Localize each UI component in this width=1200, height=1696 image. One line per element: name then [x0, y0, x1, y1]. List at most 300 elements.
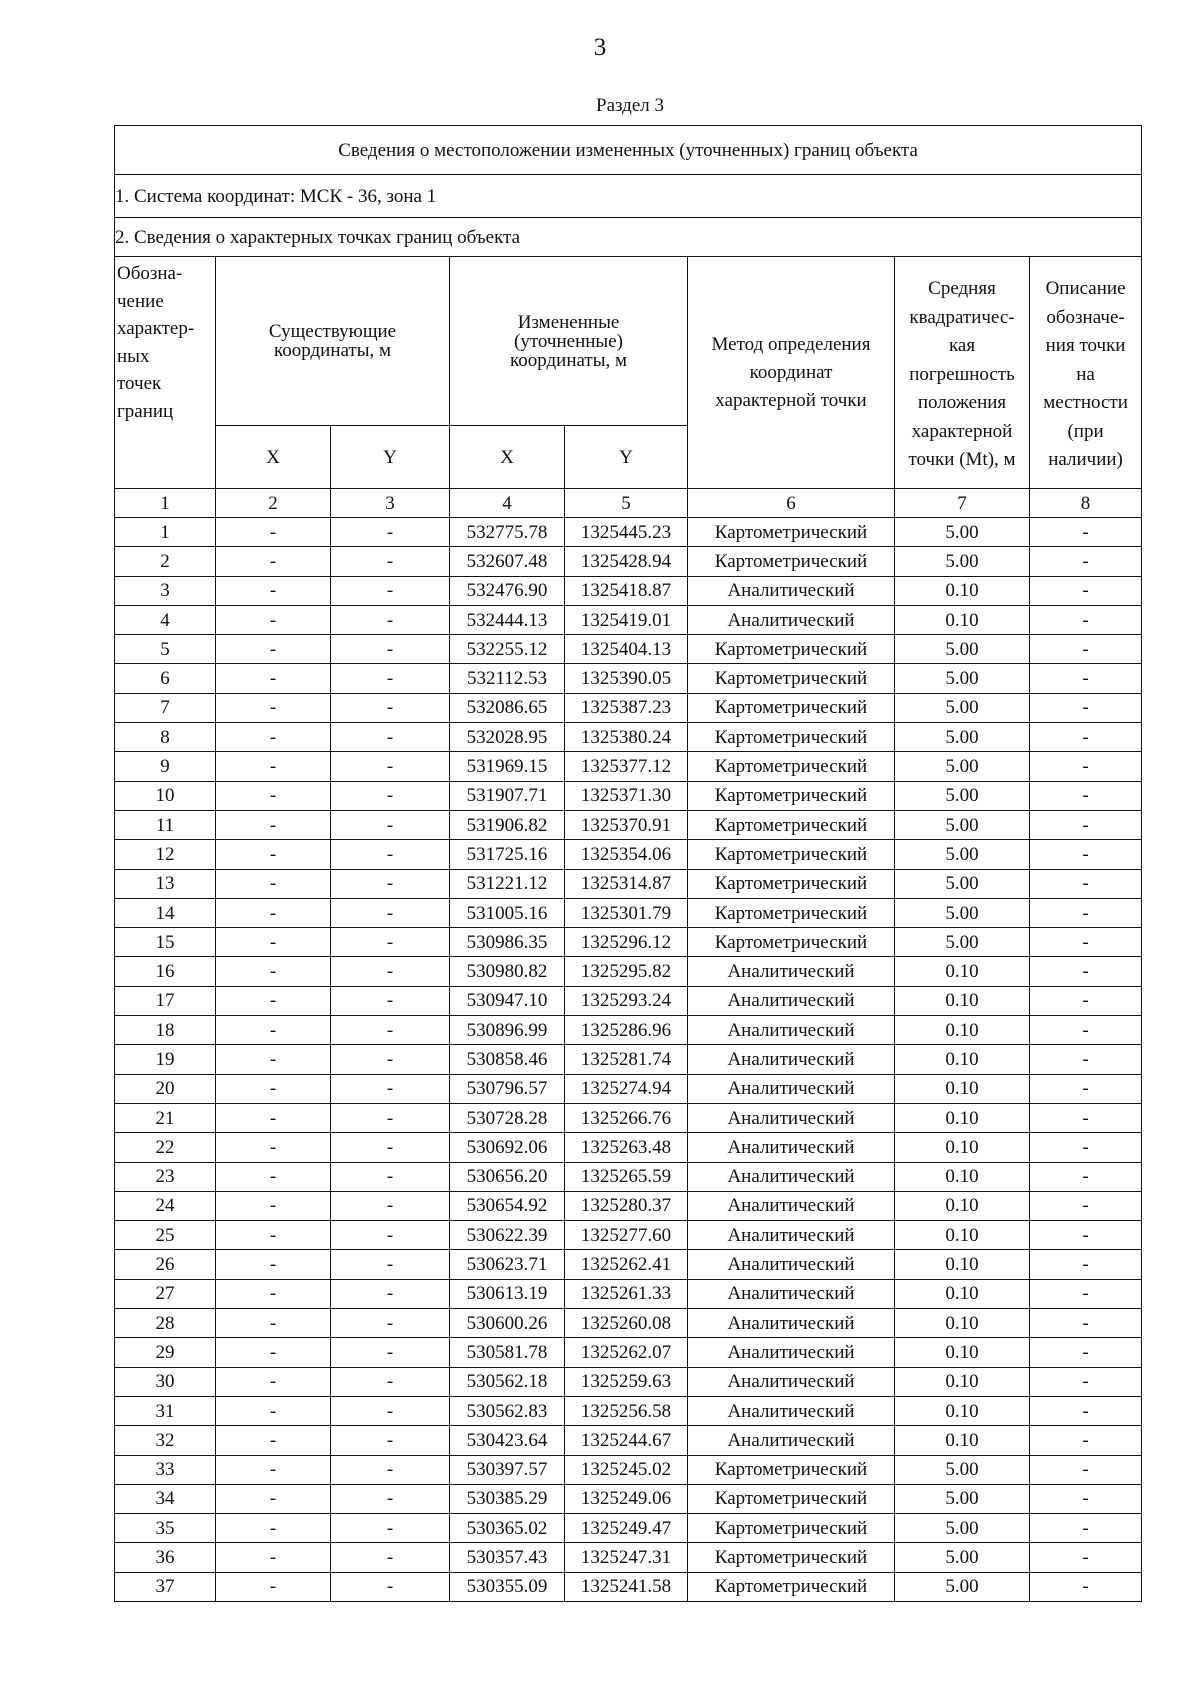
cell-method: Картометрический	[688, 693, 895, 722]
table-row	[115, 693, 1142, 722]
cell-point-number: 34	[115, 1484, 216, 1513]
header-line: границ	[117, 400, 174, 422]
cell-existing-x: -	[216, 1045, 331, 1074]
cell-description: -	[1030, 1250, 1142, 1279]
cell-mean-error: 0.10	[895, 605, 1030, 634]
table-row	[115, 1074, 1142, 1103]
cell-point-number: 4	[115, 605, 216, 634]
table-row	[115, 1309, 1142, 1338]
cell-changed-y: 1325377.12	[565, 752, 688, 781]
header-line: характерной	[911, 420, 1013, 442]
table-row	[115, 1426, 1142, 1455]
cell-description: -	[1030, 635, 1142, 664]
cell-point-number: 36	[115, 1543, 216, 1572]
cell-existing-x: -	[216, 1514, 331, 1543]
cell-mean-error: 5.00	[895, 635, 1030, 664]
cell-description: -	[1030, 1045, 1142, 1074]
header-changed-y: Y	[565, 426, 688, 489]
cell-existing-x: -	[216, 869, 331, 898]
cell-mean-error: 5.00	[895, 1514, 1030, 1543]
cell-point-number: 24	[115, 1191, 216, 1220]
cell-description: -	[1030, 1455, 1142, 1484]
cell-mean-error: 5.00	[895, 840, 1030, 869]
cell-method: Аналитический	[688, 1426, 895, 1455]
table-row	[115, 576, 1142, 605]
cell-method: Картометрический	[688, 518, 895, 547]
cell-changed-y: 1325256.58	[565, 1396, 688, 1425]
cell-changed-y: 1325286.96	[565, 1016, 688, 1045]
cell-existing-x: -	[216, 898, 331, 927]
cell-changed-x: 532028.95	[450, 723, 565, 752]
header-line: (при	[1067, 420, 1104, 442]
cell-changed-y: 1325247.31	[565, 1543, 688, 1572]
cell-description: -	[1030, 1338, 1142, 1367]
cell-mean-error: 5.00	[895, 1455, 1030, 1484]
cell-changed-x: 530581.78	[450, 1338, 565, 1367]
cell-changed-y: 1325249.06	[565, 1484, 688, 1513]
cell-changed-y: 1325418.87	[565, 576, 688, 605]
header-line: характерной точки	[715, 389, 867, 411]
header-method	[688, 257, 895, 489]
cell-method: Аналитический	[688, 1133, 895, 1162]
column-number: 5	[565, 489, 688, 518]
cell-changed-x: 532775.78	[450, 518, 565, 547]
cell-mean-error: 5.00	[895, 869, 1030, 898]
cell-method: Картометрический	[688, 1455, 895, 1484]
cell-existing-y: -	[331, 840, 450, 869]
cell-mean-error: 0.10	[895, 1016, 1030, 1045]
cell-changed-x: 530423.64	[450, 1426, 565, 1455]
cell-changed-y: 1325260.08	[565, 1309, 688, 1338]
cell-existing-x: -	[216, 1367, 331, 1396]
cell-point-number: 14	[115, 898, 216, 927]
cell-method: Картометрический	[688, 898, 895, 927]
boundary-points-table	[114, 125, 1142, 1602]
cell-method: Аналитический	[688, 1191, 895, 1220]
cell-method: Аналитический	[688, 1045, 895, 1074]
cell-changed-x: 530947.10	[450, 986, 565, 1015]
table-row	[115, 840, 1142, 869]
cell-method: Аналитический	[688, 1016, 895, 1045]
cell-existing-y: -	[331, 1250, 450, 1279]
cell-existing-x: -	[216, 1103, 331, 1132]
cell-mean-error: 0.10	[895, 1250, 1030, 1279]
cell-existing-x: -	[216, 810, 331, 839]
cell-existing-x: -	[216, 1074, 331, 1103]
cell-method: Аналитический	[688, 576, 895, 605]
cell-method: Аналитический	[688, 1309, 895, 1338]
cell-changed-x: 530365.02	[450, 1514, 565, 1543]
cell-changed-x: 531969.15	[450, 752, 565, 781]
cell-existing-y: -	[331, 1309, 450, 1338]
cell-description: -	[1030, 810, 1142, 839]
header-line: точек	[117, 373, 162, 394]
cell-existing-x: -	[216, 1250, 331, 1279]
cell-existing-y: -	[331, 1016, 450, 1045]
cell-method: Картометрический	[688, 635, 895, 664]
cell-point-number: 27	[115, 1279, 216, 1308]
cell-mean-error: 0.10	[895, 1338, 1030, 1367]
cell-method: Аналитический	[688, 1074, 895, 1103]
cell-changed-x: 530357.43	[450, 1543, 565, 1572]
header-line: Существующие	[268, 321, 397, 342]
cell-method: Картометрический	[688, 928, 895, 957]
cell-existing-y: -	[331, 898, 450, 927]
cell-point-number: 30	[115, 1367, 216, 1396]
cell-mean-error: 0.10	[895, 1162, 1030, 1191]
header-line: координаты, м	[509, 349, 628, 371]
cell-existing-y: -	[331, 957, 450, 986]
cell-method: Аналитический	[688, 605, 895, 634]
cell-existing-y: -	[331, 635, 450, 664]
header-line: координаты, м	[273, 340, 392, 361]
column-number: 7	[895, 489, 1030, 518]
cell-description: -	[1030, 1221, 1142, 1250]
column-number: 6	[688, 489, 895, 518]
column-number: 4	[450, 489, 565, 518]
cell-description: -	[1030, 1309, 1142, 1338]
cell-changed-x: 530692.06	[450, 1133, 565, 1162]
header-line: обозначе-	[1046, 306, 1125, 328]
table-row	[115, 928, 1142, 957]
cell-changed-x: 532112.53	[450, 664, 565, 693]
cell-changed-y: 1325245.02	[565, 1455, 688, 1484]
cell-existing-x: -	[216, 840, 331, 869]
cell-changed-x: 530622.39	[450, 1221, 565, 1250]
cell-description: -	[1030, 1514, 1142, 1543]
cell-existing-x: -	[216, 928, 331, 957]
header-line: погрешность	[909, 363, 1015, 385]
cell-point-number: 25	[115, 1221, 216, 1250]
cell-mean-error: 5.00	[895, 723, 1030, 752]
cell-method: Картометрический	[688, 840, 895, 869]
cell-method: Картометрический	[688, 781, 895, 810]
cell-existing-y: -	[331, 693, 450, 722]
cell-description: -	[1030, 518, 1142, 547]
cell-changed-y: 1325390.05	[565, 664, 688, 693]
cell-existing-y: -	[331, 1572, 450, 1601]
cell-existing-x: -	[216, 1396, 331, 1425]
cell-existing-y: -	[331, 810, 450, 839]
cell-description: -	[1030, 840, 1142, 869]
cell-method: Аналитический	[688, 986, 895, 1015]
cell-mean-error: 0.10	[895, 1309, 1030, 1338]
cell-point-number: 18	[115, 1016, 216, 1045]
cell-existing-x: -	[216, 1191, 331, 1220]
cell-changed-y: 1325314.87	[565, 869, 688, 898]
cell-point-number: 12	[115, 840, 216, 869]
cell-existing-y: -	[331, 1103, 450, 1132]
cell-changed-x: 532086.65	[450, 693, 565, 722]
table-row	[115, 869, 1142, 898]
cell-description: -	[1030, 1572, 1142, 1601]
table-row	[115, 1133, 1142, 1162]
cell-existing-x: -	[216, 1484, 331, 1513]
cell-description: -	[1030, 1103, 1142, 1132]
cell-method: Аналитический	[688, 1396, 895, 1425]
cell-changed-y: 1325261.33	[565, 1279, 688, 1308]
cell-point-number: 3	[115, 576, 216, 605]
cell-changed-y: 1325387.23	[565, 693, 688, 722]
cell-existing-y: -	[331, 723, 450, 752]
table-body	[115, 518, 1142, 1602]
cell-method: Картометрический	[688, 1572, 895, 1601]
cell-mean-error: 0.10	[895, 576, 1030, 605]
table-row	[115, 1162, 1142, 1191]
cell-description: -	[1030, 605, 1142, 634]
cell-mean-error: 5.00	[895, 664, 1030, 693]
cell-changed-x: 532444.13	[450, 605, 565, 634]
header-existing-y: Y	[331, 426, 450, 489]
cell-changed-y: 1325277.60	[565, 1221, 688, 1250]
table-row	[115, 752, 1142, 781]
cell-existing-y: -	[331, 576, 450, 605]
cell-existing-x: -	[216, 1133, 331, 1162]
cell-method: Аналитический	[688, 1338, 895, 1367]
cell-changed-y: 1325380.24	[565, 723, 688, 752]
cell-method: Аналитический	[688, 1221, 895, 1250]
cell-existing-y: -	[331, 752, 450, 781]
cell-changed-x: 531907.71	[450, 781, 565, 810]
cell-description: -	[1030, 1162, 1142, 1191]
cell-existing-x: -	[216, 635, 331, 664]
cell-existing-x: -	[216, 605, 331, 634]
cell-changed-y: 1325296.12	[565, 928, 688, 957]
cell-changed-y: 1325274.94	[565, 1074, 688, 1103]
cell-mean-error: 0.10	[895, 1045, 1030, 1074]
cell-description: -	[1030, 1426, 1142, 1455]
cell-point-number: 11	[115, 810, 216, 839]
header-changed-coordinates	[450, 257, 688, 426]
table-row	[115, 664, 1142, 693]
cell-method: Картометрический	[688, 664, 895, 693]
table-row	[115, 1338, 1142, 1367]
cell-point-number: 7	[115, 693, 216, 722]
column-number: 8	[1030, 489, 1142, 518]
cell-point-number: 23	[115, 1162, 216, 1191]
cell-changed-y: 1325265.59	[565, 1162, 688, 1191]
cell-changed-x: 530796.57	[450, 1074, 565, 1103]
cell-point-number: 10	[115, 781, 216, 810]
cell-existing-x: -	[216, 1016, 331, 1045]
cell-changed-y: 1325404.13	[565, 635, 688, 664]
table-row	[115, 1221, 1142, 1250]
cell-description: -	[1030, 1543, 1142, 1572]
cell-existing-y: -	[331, 781, 450, 810]
header-line: Обозна-	[117, 263, 183, 284]
cell-changed-x: 530654.92	[450, 1191, 565, 1220]
cell-description: -	[1030, 723, 1142, 752]
cell-changed-x: 530728.28	[450, 1103, 565, 1132]
table-row	[115, 1484, 1142, 1513]
cell-existing-y: -	[331, 1221, 450, 1250]
cell-changed-x: 532255.12	[450, 635, 565, 664]
cell-mean-error: 0.10	[895, 1367, 1030, 1396]
cell-existing-y: -	[331, 1543, 450, 1572]
cell-description: -	[1030, 928, 1142, 957]
table-row	[115, 1572, 1142, 1601]
cell-changed-y: 1325244.67	[565, 1426, 688, 1455]
cell-mean-error: 0.10	[895, 1133, 1030, 1162]
cell-description: -	[1030, 957, 1142, 986]
cell-changed-y: 1325301.79	[565, 898, 688, 927]
cell-existing-x: -	[216, 1279, 331, 1308]
table-row	[115, 518, 1142, 547]
cell-point-number: 15	[115, 928, 216, 957]
section-title: Раздел 3	[596, 95, 664, 116]
table-title: Сведения о местоположении измененных (уточненных) границ объекта	[115, 126, 1142, 175]
cell-existing-x: -	[216, 781, 331, 810]
cell-description: -	[1030, 1279, 1142, 1308]
cell-existing-x: -	[216, 1455, 331, 1484]
cell-point-number: 35	[115, 1514, 216, 1543]
cell-description: -	[1030, 664, 1142, 693]
cell-point-number: 28	[115, 1309, 216, 1338]
header-line: наличии)	[1048, 449, 1123, 470]
cell-description: -	[1030, 576, 1142, 605]
cell-changed-y: 1325419.01	[565, 605, 688, 634]
table-row	[115, 1016, 1142, 1045]
cell-changed-y: 1325295.82	[565, 957, 688, 986]
cell-changed-y: 1325259.63	[565, 1367, 688, 1396]
cell-mean-error: 0.10	[895, 1279, 1030, 1308]
cell-method: Картометрический	[688, 723, 895, 752]
cell-changed-y: 1325249.47	[565, 1514, 688, 1543]
cell-existing-x: -	[216, 1426, 331, 1455]
cell-description: -	[1030, 986, 1142, 1015]
header-line: кая	[948, 335, 976, 356]
cell-mean-error: 5.00	[895, 1572, 1030, 1601]
cell-changed-x: 530858.46	[450, 1045, 565, 1074]
header-line: чение	[117, 290, 164, 312]
cell-point-number: 32	[115, 1426, 216, 1455]
cell-changed-x: 530385.29	[450, 1484, 565, 1513]
header-line: Описание	[1045, 278, 1126, 299]
cell-point-number: 37	[115, 1572, 216, 1601]
table-row	[115, 1455, 1142, 1484]
cell-existing-x: -	[216, 664, 331, 693]
cell-changed-y: 1325281.74	[565, 1045, 688, 1074]
cell-point-number: 16	[115, 957, 216, 986]
coordinate-system: 1. Система координат: МСК - 36, зона 1	[115, 175, 1142, 218]
cell-mean-error: 5.00	[895, 547, 1030, 576]
cell-changed-x: 531221.12	[450, 869, 565, 898]
header-line: квадратичес-	[909, 306, 1015, 328]
table-row	[115, 1103, 1142, 1132]
cell-mean-error: 5.00	[895, 781, 1030, 810]
header-line: Метод определения	[711, 333, 871, 355]
cell-existing-y: -	[331, 1133, 450, 1162]
cell-changed-x: 530656.20	[450, 1162, 565, 1191]
cell-changed-x: 532476.90	[450, 576, 565, 605]
cell-changed-x: 530600.26	[450, 1309, 565, 1338]
cell-mean-error: 5.00	[895, 928, 1030, 957]
cell-method: Аналитический	[688, 1279, 895, 1308]
cell-changed-y: 1325445.23	[565, 518, 688, 547]
cell-mean-error: 5.00	[895, 518, 1030, 547]
cell-mean-error: 5.00	[895, 898, 1030, 927]
cell-existing-y: -	[331, 605, 450, 634]
cell-changed-x: 531906.82	[450, 810, 565, 839]
table-row	[115, 1367, 1142, 1396]
cell-changed-x: 530623.71	[450, 1250, 565, 1279]
cell-method: Картометрический	[688, 547, 895, 576]
table-row	[115, 1191, 1142, 1220]
table-row	[115, 635, 1142, 664]
cell-mean-error: 5.00	[895, 1484, 1030, 1513]
cell-mean-error: 5.00	[895, 810, 1030, 839]
cell-changed-x: 530355.09	[450, 1572, 565, 1601]
cell-method: Картометрический	[688, 810, 895, 839]
cell-existing-x: -	[216, 1309, 331, 1338]
cell-mean-error: 0.10	[895, 1103, 1030, 1132]
table-row	[115, 1543, 1142, 1572]
cell-mean-error: 0.10	[895, 1074, 1030, 1103]
cell-existing-y: -	[331, 1514, 450, 1543]
cell-changed-y: 1325241.58	[565, 1572, 688, 1601]
cell-method: Аналитический	[688, 1103, 895, 1132]
table-row	[115, 1514, 1142, 1543]
cell-method: Картометрический	[688, 869, 895, 898]
cell-existing-x: -	[216, 1572, 331, 1601]
header-line: Средняя	[928, 278, 996, 299]
cell-description: -	[1030, 1396, 1142, 1425]
cell-existing-y: -	[331, 1191, 450, 1220]
cell-changed-x: 530896.99	[450, 1016, 565, 1045]
cell-method: Картометрический	[688, 752, 895, 781]
cell-mean-error: 0.10	[895, 986, 1030, 1015]
header-line: на	[1076, 363, 1095, 385]
cell-point-number: 21	[115, 1103, 216, 1132]
table-row	[115, 1045, 1142, 1074]
cell-existing-y: -	[331, 986, 450, 1015]
cell-existing-y: -	[331, 869, 450, 898]
header-line: ния точки	[1045, 335, 1126, 356]
cell-description: -	[1030, 781, 1142, 810]
header-line: местности	[1043, 392, 1128, 413]
cell-mean-error: 5.00	[895, 1543, 1030, 1572]
cell-method: Аналитический	[688, 1250, 895, 1279]
cell-existing-y: -	[331, 1484, 450, 1513]
cell-point-number: 2	[115, 547, 216, 576]
cell-point-number: 29	[115, 1338, 216, 1367]
cell-method: Картометрический	[688, 1484, 895, 1513]
header-line: Измененные	[517, 311, 620, 333]
cell-mean-error: 0.10	[895, 1426, 1030, 1455]
cell-point-number: 17	[115, 986, 216, 1015]
cell-changed-x: 530562.18	[450, 1367, 565, 1396]
cell-changed-y: 1325370.91	[565, 810, 688, 839]
cell-mean-error: 5.00	[895, 752, 1030, 781]
header-line: ных	[117, 345, 150, 367]
table-row	[115, 605, 1142, 634]
cell-point-number: 22	[115, 1133, 216, 1162]
page-number: 3	[593, 34, 607, 61]
cell-point-number: 8	[115, 723, 216, 752]
cell-changed-y: 1325266.76	[565, 1103, 688, 1132]
header-description	[1030, 257, 1142, 489]
header-existing-coordinates	[216, 257, 450, 426]
cell-description: -	[1030, 1367, 1142, 1396]
cell-description: -	[1030, 752, 1142, 781]
cell-description: -	[1030, 693, 1142, 722]
cell-existing-x: -	[216, 1543, 331, 1572]
table-row	[115, 723, 1142, 752]
cell-existing-y: -	[331, 1279, 450, 1308]
cell-point-number: 33	[115, 1455, 216, 1484]
cell-changed-x: 530986.35	[450, 928, 565, 957]
cell-existing-x: -	[216, 723, 331, 752]
